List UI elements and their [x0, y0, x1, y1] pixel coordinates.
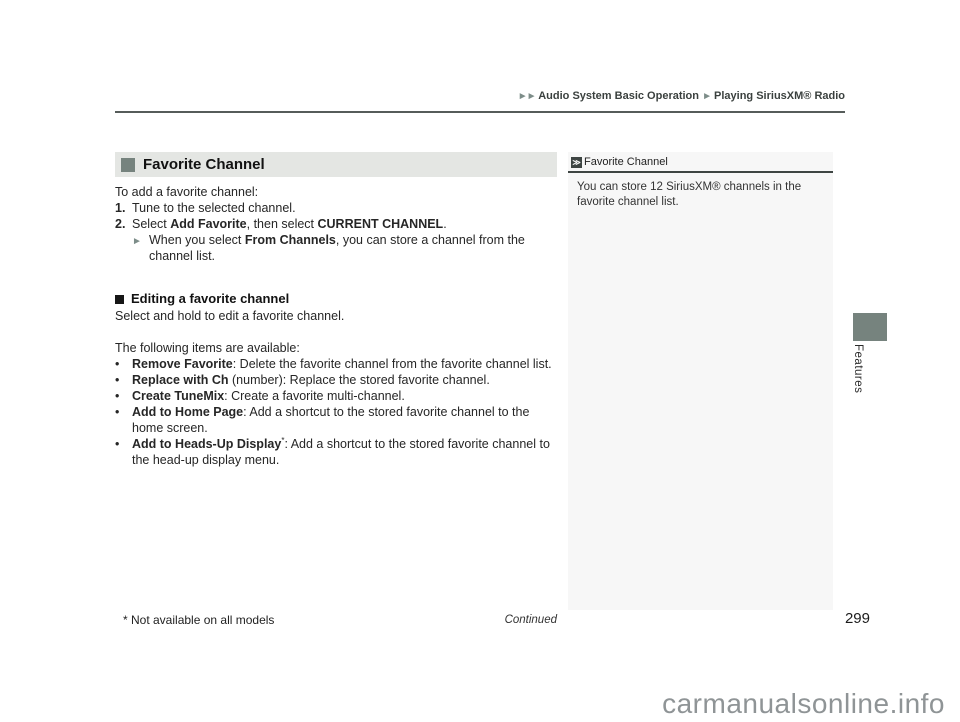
bullet-icon: • [115, 357, 120, 371]
subsection-title-text: Editing a favorite channel [131, 291, 290, 306]
breadcrumb-arrow-icon: ► [702, 91, 711, 102]
footnote: * Not available on all models [123, 613, 275, 627]
breadcrumb [518, 90, 845, 102]
watermark: carmanualsonline.info [662, 688, 945, 719]
reference-icon: ≫ [572, 157, 581, 167]
section-header [115, 152, 557, 177]
section-bullet-icon [121, 158, 135, 172]
reference-box [568, 152, 833, 610]
step-1-text: Tune to the selected channel. [132, 201, 296, 215]
note-arrow-icon: ► [132, 236, 142, 247]
step-2-text: Select Add Favorite, then select CURRENT CHANNEL. [132, 217, 447, 231]
intro-text: To add a favorite channel: [115, 185, 259, 199]
list-item-text: Remove Favorite: Delete the favorite channel from the favorite channel list. [132, 357, 552, 371]
step-2-note-text: When you select From Channels, you can store a channel from the channel list. [149, 233, 525, 263]
list-item-replace-with-ch [115, 372, 557, 388]
list-item-text: Add to Home Page: Add a shortcut to the stored favorite channel to the home screen. [132, 405, 530, 435]
page-number: 299 [844, 610, 870, 627]
breadcrumb-item-playing-siriusxm: Playing SiriusXM® Radio [714, 90, 845, 102]
subsection-title [115, 291, 557, 307]
step-1 [115, 200, 557, 216]
breadcrumb-item-audio-system: Audio System Basic Operation [538, 90, 699, 102]
step-2-number: 2. [115, 217, 126, 231]
features-tab-marker [853, 313, 887, 341]
list-item-text: Create TuneMix: Create a favorite multi-channel. [132, 389, 405, 403]
step-2-note [115, 232, 557, 264]
bullet-icon: • [115, 437, 120, 451]
items-intro: The following items are available: [115, 341, 300, 355]
header-divider [115, 111, 845, 113]
list-item-remove-favorite [115, 356, 557, 372]
bullet-icon: • [115, 405, 120, 419]
section-title: Favorite Channel [143, 155, 265, 173]
bullet-icon: • [115, 389, 120, 403]
list-item-text: Replace with Ch (number): Replace the stored favorite channel. [132, 373, 490, 387]
breadcrumb-double-arrow-icon: ►► [517, 91, 536, 102]
list-item-add-to-heads-up-display [115, 436, 557, 468]
features-tab-label: Features [852, 344, 864, 394]
continued-label: Continued [504, 614, 557, 626]
list-item-text: Add to Heads-Up Display*: Add a shortcut to the stored favorite channel to the head-up display menu. [132, 435, 550, 467]
bullet-icon: • [115, 373, 120, 387]
main-content [115, 152, 557, 468]
list-item-add-to-home-page [115, 404, 557, 436]
subsection-body: Select and hold to edit a favorite channel. [115, 309, 345, 323]
step-2 [115, 216, 557, 232]
step-1-number: 1. [115, 201, 126, 215]
subsection-bullet-icon [115, 295, 124, 304]
list-item-create-tunemix [115, 388, 557, 404]
reference-body: You can store 12 SiriusXM® channels in the favorite channel list. [577, 181, 802, 208]
reference-box-header [568, 152, 833, 173]
reference-title: Favorite Channel [584, 156, 668, 168]
